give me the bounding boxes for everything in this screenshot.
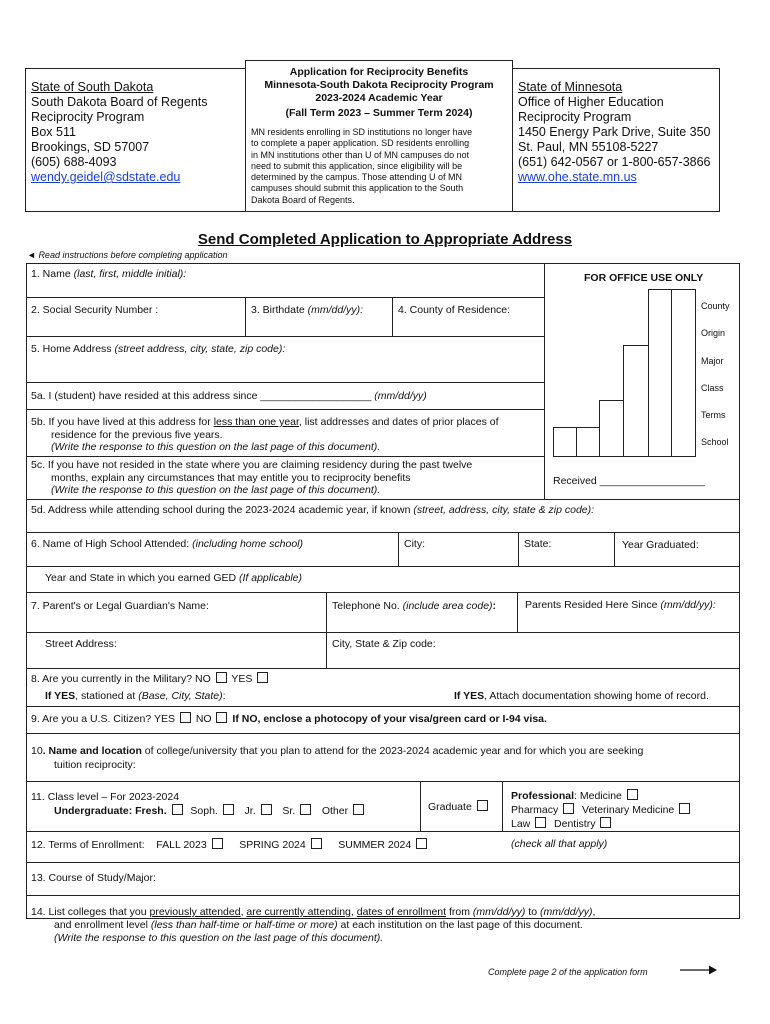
- q5d-hint: (street, address, city, state & zip code):: [413, 504, 595, 516]
- sd-line2: South Dakota Board of Regents: [31, 95, 208, 109]
- q7-since-hint: (mm/dd/yy):: [660, 599, 716, 611]
- office-label-class: Class: [701, 383, 724, 393]
- q12-summer: SUMMER 2024: [338, 839, 412, 851]
- q5c-line1: 5c. If you have not resided in the state where you are claiming residency during the past twelve: [31, 459, 473, 471]
- q8-yes-text: YES: [231, 673, 253, 685]
- office-received: Received __________________: [553, 475, 705, 487]
- q8-attach-ifyes: If YES: [454, 690, 485, 702]
- note-line-4: need to submit this application, since eligibility will be: [251, 160, 463, 171]
- ged-hint: (If applicable): [238, 572, 303, 584]
- office-label-school: School: [701, 437, 729, 447]
- q11-jr: Jr.: [244, 805, 256, 817]
- q14-to: to: [525, 906, 540, 918]
- sd-line1: State of South Dakota: [31, 80, 154, 94]
- q12-text: 12. Terms of Enrollment:: [31, 839, 145, 851]
- sd-line3: Reciprocity Program: [31, 110, 145, 124]
- office-label-major: Major: [701, 356, 724, 366]
- q11-medicine-checkbox[interactable]: [627, 789, 638, 800]
- q11-fresh: : Fresh.: [128, 805, 167, 817]
- q14-c1: ,: [240, 906, 247, 918]
- mn-line6: (651) 642-0567 or 1-800-657-3866: [518, 155, 711, 169]
- q1-name-label: [31, 268, 186, 280]
- grid-cell: [576, 427, 600, 457]
- row-divider: [26, 409, 545, 410]
- q5-text: 5. Home Address: [31, 343, 115, 355]
- q12-terms: [31, 838, 429, 851]
- q5b-line1: [31, 416, 499, 429]
- row-divider: [26, 382, 545, 383]
- row-divider: [26, 456, 545, 457]
- col-divider: [614, 532, 615, 566]
- row-divider: [26, 831, 740, 832]
- q5c-label: [31, 459, 472, 497]
- q6-year-label: Year Graduated:: [622, 539, 699, 551]
- q5a-text: 5a. I (student) have resided at this address since ___________________: [31, 390, 375, 402]
- q11-jr-checkbox[interactable]: [261, 804, 272, 815]
- row-divider: [26, 706, 740, 707]
- header-title-4: (Fall Term 2023 – Summer Term 2024): [285, 107, 473, 119]
- q5a-label: [31, 390, 427, 402]
- q6-highschool-label: [31, 538, 303, 550]
- q11-professional: [511, 789, 692, 831]
- header-title-2: Minnesota-South Dakota Reciprocity Program: [264, 79, 494, 91]
- q11-sr-checkbox[interactable]: [300, 804, 311, 815]
- row-divider: [26, 668, 740, 669]
- col-divider: [517, 592, 518, 632]
- row-divider: [26, 499, 740, 500]
- q8-stationed: [45, 690, 226, 702]
- q11-prof-line2: [511, 803, 692, 817]
- row-divider: [26, 781, 740, 782]
- instructions-text: Read instructions before completing application: [38, 250, 228, 260]
- note-line-1: MN residents enrolling in SD institutions no longer have: [251, 127, 473, 137]
- note-line-3: in MN institutions other than U of MN campuses do not: [251, 149, 470, 160]
- ged-label: [45, 572, 302, 584]
- q9-citizen: [31, 712, 547, 725]
- q8-colon: :: [222, 690, 226, 702]
- q11-vet-checkbox[interactable]: [679, 803, 690, 814]
- q11-class-level: [31, 790, 366, 818]
- q12-summer-checkbox[interactable]: [416, 838, 427, 849]
- q6-text: 6. Name of High School Attended:: [31, 538, 193, 550]
- grid-cell: [599, 400, 624, 457]
- q5a-hint: (mm/dd/yy): [374, 390, 427, 402]
- q11-line2: [31, 804, 366, 818]
- q9-no-checkbox[interactable]: [216, 712, 227, 723]
- sd-line5: Brookings, SD 57007: [31, 140, 150, 154]
- q14-u1: previously attended: [149, 906, 241, 918]
- mn-line4: 1450 Energy Park Drive, Suite 350: [518, 125, 711, 139]
- q5b-underline: less than one year: [213, 416, 299, 428]
- q14-line2: [31, 919, 595, 932]
- q14-a: 14. List colleges that you: [31, 906, 150, 918]
- q11-pharmacy-checkbox[interactable]: [563, 803, 574, 814]
- col-divider: [392, 297, 393, 336]
- q7-street-label: Street Address:: [45, 638, 117, 650]
- col-divider: [245, 297, 246, 336]
- q7-since-text: Parents Resided Here Since: [525, 599, 661, 611]
- q12-spring-checkbox[interactable]: [311, 838, 322, 849]
- header-note: [251, 127, 509, 206]
- q5b-text-b: , list addresses and dates of prior places of: [298, 416, 499, 428]
- mn-line5: St. Paul, MN 55108-5227: [518, 140, 659, 154]
- q6-city-label: City:: [404, 538, 425, 550]
- q14-line1: [31, 906, 595, 919]
- note-line-7: Dakota Board of Regents.: [251, 194, 355, 205]
- center-header: [248, 66, 510, 121]
- q11-dentistry-checkbox[interactable]: [600, 817, 611, 828]
- q10-rest: of college/university that you plan to attend for the 2023-2024 academic year and for which you are seeking: [141, 745, 644, 757]
- q7-phone-text: Telephone No.: [332, 600, 403, 612]
- q5-home-address-label: [31, 343, 285, 355]
- page-title: Send Completed Application to Appropriate Address: [197, 231, 573, 248]
- header-title-1: Application for Reciprocity Benefits: [289, 66, 469, 78]
- q7-city-label: City, State & Zip code:: [332, 638, 436, 650]
- q14-u2: are currently attending: [246, 906, 351, 918]
- row-divider: [26, 592, 740, 593]
- col-divider: [502, 781, 503, 831]
- q14-line3: (Write the response to this question on the last page of this document).: [54, 932, 384, 944]
- q14-c2: ,: [350, 906, 357, 918]
- footer-note: Complete page 2 of the application form: [488, 967, 648, 977]
- q11-dentistry: Dentistry: [554, 818, 596, 830]
- q11-prof-line1: [511, 789, 692, 803]
- mn-line2: Office of Higher Education: [518, 95, 664, 109]
- q11-law: Law: [511, 818, 531, 830]
- ged-text: Year and State in which you earned GED: [45, 572, 239, 584]
- q10-dot: .: [42, 745, 49, 757]
- q11-soph: Soph.: [190, 805, 218, 817]
- q6-hint: (including home school): [192, 538, 304, 550]
- q1-hint: (last, first, middle initial):: [73, 268, 187, 280]
- q8-ifyes: If YES: [45, 690, 76, 702]
- q11-line1: 11. Class level – For 2023-2024: [31, 791, 180, 803]
- q5-hint: (street address, city, state, zip code):: [114, 343, 286, 355]
- q8-stationed-hint: (Base, City, State): [138, 690, 223, 702]
- q14-b: from: [446, 906, 473, 918]
- q11-medicine: : Medicine: [574, 790, 622, 802]
- q10-line1: [31, 744, 643, 758]
- q3-birthdate-label: [251, 304, 363, 316]
- left-arrow-icon: ◄: [27, 250, 36, 260]
- q11-grad-text: Graduate: [428, 801, 472, 813]
- q7-phone-colon: :: [492, 600, 497, 612]
- q14-h2: (mm/dd/yy): [539, 906, 593, 918]
- q12-fall: FALL 2023: [156, 839, 207, 851]
- q14-line2a: and enrollment level: [54, 919, 151, 931]
- q5b-line3: (Write the response to this question on the last page of this document).: [51, 441, 381, 453]
- q11-sr: Sr.: [282, 805, 296, 817]
- q7-phone-hint: (include area code): [402, 600, 493, 612]
- row-divider: [26, 733, 740, 734]
- q4-county-label: 4. County of Residence:: [398, 304, 511, 316]
- mn-line1: State of Minnesota: [518, 80, 623, 94]
- header-title-3: 2023-2024 Academic Year: [315, 92, 443, 104]
- row-divider: [26, 862, 740, 863]
- q10-line2: tuition reciprocity:: [54, 759, 136, 771]
- note-line-6: campuses should submit this application to the South: [251, 183, 464, 194]
- col-divider: [420, 781, 421, 831]
- q5d-text: 5d. Address while attending school during the 2023-2024 academic year, if known: [31, 504, 414, 516]
- q14-line2b: at each institution on the last page of this document.: [337, 919, 583, 931]
- q5c-line2: months, explain any circumstances that may entitle you to reciprocity benefits: [51, 471, 411, 484]
- q9-no-text: NO: [195, 713, 212, 725]
- q8-attach: [454, 690, 709, 702]
- q12-fall-checkbox[interactable]: [212, 838, 223, 849]
- q11-soph-checkbox[interactable]: [223, 804, 234, 815]
- q11-grad-checkbox[interactable]: [477, 800, 488, 811]
- row-divider: [26, 895, 740, 896]
- sd-address: [31, 80, 208, 185]
- instructions-note: [27, 250, 228, 260]
- row-divider: [26, 632, 740, 633]
- col-divider: [326, 592, 327, 668]
- office-label-county: County: [701, 301, 730, 311]
- row-divider: [26, 297, 545, 298]
- row-divider: [26, 532, 740, 533]
- q7-since-label: [525, 599, 716, 611]
- grid-cell: [623, 345, 649, 457]
- grid-cell: [553, 427, 577, 457]
- q8-no-checkbox[interactable]: [216, 672, 227, 683]
- q11-vet: Veterinary Medicine: [582, 804, 675, 816]
- mn-web-link[interactable]: www.ohe.state.mn.us: [518, 170, 637, 184]
- row-divider: [26, 336, 545, 337]
- q13-major-label: 13. Course of Study/Major:: [31, 872, 156, 884]
- sd-email-link[interactable]: wendy.geidel@sdstate.edu: [31, 170, 181, 184]
- q14-end: ,: [592, 906, 596, 918]
- q11-other-checkbox[interactable]: [353, 804, 364, 815]
- q11-fresh-checkbox[interactable]: [172, 804, 183, 815]
- q7-parent-label: 7. Parent's or Legal Guardian's Name:: [31, 600, 209, 612]
- q9-text: 9. Are you a U.S. Citizen? YES: [31, 713, 175, 725]
- q11-ug: Undergraduate: [54, 805, 129, 817]
- grid-cell: [671, 289, 696, 457]
- q3-text: 3. Birthdate: [251, 304, 308, 316]
- mn-line3: Reciprocity Program: [518, 110, 632, 124]
- q10-bold: Name and location: [48, 745, 142, 757]
- q11-other: Other: [321, 805, 349, 817]
- q12-spring: SPRING 2024: [239, 839, 306, 851]
- q8-text: 8. Are you currently in the Military? NO: [31, 673, 211, 685]
- q5b-line2: residence for the previous five years.: [51, 428, 223, 441]
- q11-prof-line3: [511, 817, 692, 831]
- q10-num: 10: [31, 745, 43, 757]
- q8-attach-text: , Attach documentation showing home of record.: [484, 690, 709, 702]
- office-label-terms: Terms: [701, 410, 726, 420]
- q5c-line3: (Write the response to this question on the last page of this document).: [51, 484, 381, 496]
- q14-u3: dates of enrollment: [356, 906, 447, 918]
- sd-line6: (605) 688-4093: [31, 155, 117, 169]
- q2-ssn-label: 2. Social Security Number :: [31, 304, 159, 316]
- q9-bold: If NO, enclose a photocopy of your visa/green card or I-94 visa.: [232, 713, 547, 725]
- q3-hint: (mm/dd/yy):: [307, 304, 364, 316]
- office-title: FOR OFFICE USE ONLY: [584, 272, 704, 284]
- q11-law-checkbox[interactable]: [535, 817, 546, 828]
- q9-yes-checkbox[interactable]: [180, 712, 191, 723]
- q5b-label: [31, 416, 499, 454]
- q1-text: 1. Name: [31, 268, 74, 280]
- q5b-text-a: 5b. If you have lived at this address for: [31, 416, 214, 428]
- q12-hint: (check all that apply): [511, 838, 608, 850]
- q11-graduate: [428, 800, 490, 813]
- q14-line2h: (less than half-time or half-time or more): [150, 919, 338, 931]
- office-label-origin: Origin: [701, 328, 726, 338]
- right-arrow-icon: [680, 964, 718, 976]
- q14-colleges: [31, 906, 595, 945]
- q8-stationed-text: , stationed at: [75, 690, 139, 702]
- q11-prof: Professional: [511, 790, 575, 802]
- grid-cell: [648, 289, 672, 457]
- q11-pharmacy: Pharmacy: [511, 804, 559, 816]
- q7-phone-label: [332, 600, 496, 612]
- q8-yes-checkbox[interactable]: [257, 672, 268, 683]
- q8-military: [31, 672, 270, 685]
- note-line-5: determined by the campus. Those attending U of MN: [251, 172, 462, 183]
- q6-state-label: State:: [524, 538, 552, 550]
- q5d-label: [31, 504, 594, 516]
- col-divider: [398, 532, 399, 566]
- sd-line4: Box 511: [31, 125, 76, 139]
- col-divider: [518, 532, 519, 566]
- q14-h1: (mm/dd/yy): [472, 906, 526, 918]
- mn-address: [518, 80, 711, 185]
- row-divider: [26, 566, 740, 567]
- q10-college: [31, 744, 643, 772]
- note-line-2: to complete a paper application. SD residents enrolling: [251, 138, 470, 149]
